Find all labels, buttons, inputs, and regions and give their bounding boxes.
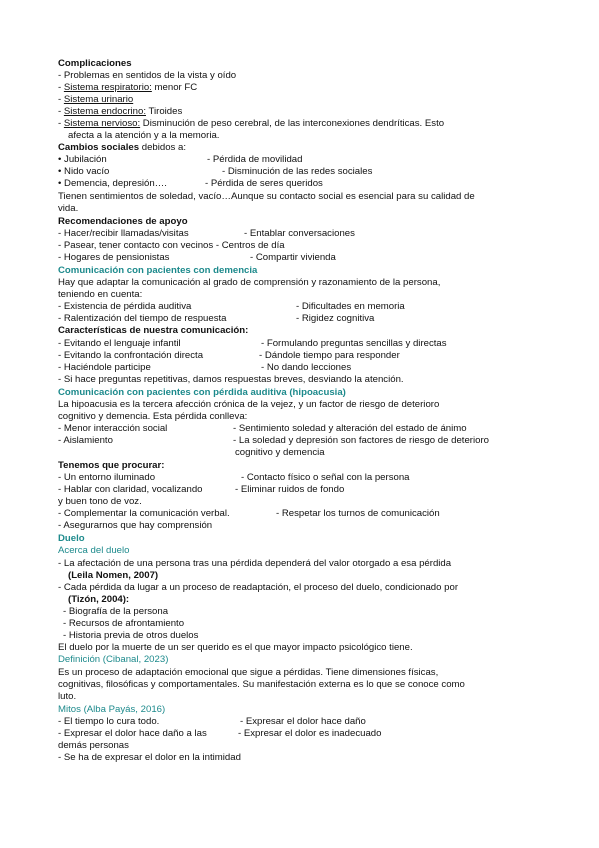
subheading-acerca-del-duelo: Acerca del duelo bbox=[58, 545, 130, 556]
list-item: - Respetar los turnos de comunicación bbox=[276, 508, 440, 519]
list-item: - Dándole tiempo para responder bbox=[259, 350, 400, 361]
list-item: - Aislamiento bbox=[58, 435, 113, 446]
paragraph: teniendo en cuenta: bbox=[58, 289, 143, 300]
paragraph: Es un proceso de adaptación emocional que sigue a pérdidas. Tiene dimensiones físicas, bbox=[58, 667, 439, 678]
heading-comunicacion-demencia: Comunicación con pacientes con demencia bbox=[58, 265, 258, 276]
list-item: - Expresar el dolor es inadecuado bbox=[238, 728, 382, 739]
list-item: - Pérdida de seres queridos bbox=[205, 178, 323, 189]
list-item: - Problemas en sentidos de la vista y oído bbox=[58, 70, 237, 81]
paragraph: cognitivas, filosóficas y comportamentales. Su manifestación externa es lo que se conoce como bbox=[58, 679, 465, 690]
list-item: - Disminución de las redes sociales bbox=[222, 166, 373, 177]
list-item: - Cada pérdida da lugar a un proceso de readaptación, el proceso del duelo, condicionado por bbox=[58, 582, 459, 593]
list-item-continuation: cognitivo y demencia bbox=[235, 447, 325, 458]
list-item: - Complementar la comunicación verbal. bbox=[58, 508, 230, 519]
list-item: - Dificultades en memoria bbox=[296, 301, 405, 312]
heading-recomendaciones: Recomendaciones de apoyo bbox=[58, 216, 188, 227]
subheading-caracteristicas: Características de nuestra comunicación: bbox=[58, 325, 249, 336]
list-item-continuation: afecta a la atención y a la memoria. bbox=[68, 130, 220, 141]
heading-cambios-sociales: Cambios sociales debidos a: bbox=[58, 142, 187, 153]
list-item: - Pasear, tener contacto con vecinos - Centros de día bbox=[58, 240, 285, 251]
subheading-tenemos-que-procurar: Tenemos que procurar: bbox=[58, 460, 165, 471]
list-item: - Expresar el dolor hace daño bbox=[240, 716, 366, 727]
paragraph: luto. bbox=[58, 691, 77, 702]
list-item: - Menor interacción social bbox=[58, 423, 168, 434]
paragraph: La hipoacusia es la tercera afección crónica de la vejez, y un factor de riesgo de deterioro bbox=[58, 399, 440, 410]
list-item: • Jubilación bbox=[58, 154, 107, 165]
heading-duelo: Duelo bbox=[58, 533, 85, 544]
list-item: - Sistema nervioso: Disminución de peso cerebral, de las interconexiones dendríticas. Esto bbox=[58, 118, 445, 129]
citation: (Leila Nomen, 2007) bbox=[68, 570, 159, 581]
list-item: - Eliminar ruidos de fondo bbox=[235, 484, 345, 495]
subheading-definicion: Definición (Cibanal, 2023) bbox=[58, 654, 169, 665]
list-item: - Se ha de expresar el dolor en la intimidad bbox=[58, 752, 241, 763]
list-item: - Rigidez cognitiva bbox=[296, 313, 375, 324]
list-item: - No dando lecciones bbox=[261, 362, 352, 373]
list-item: - Biografía de la persona bbox=[63, 606, 169, 617]
list-item: • Demencia, depresión…. bbox=[58, 178, 167, 189]
list-item: - Entablar conversaciones bbox=[244, 228, 355, 239]
list-item: - Evitando la confrontación directa bbox=[58, 350, 204, 361]
list-item: - La soledad y depresión son factores de riesgo de deterioro bbox=[233, 435, 489, 446]
list-item: - Hacer/recibir llamadas/visitas bbox=[58, 228, 189, 239]
list-item-continuation: y buen tono de voz. bbox=[58, 496, 142, 507]
list-item: - Asegurarnos que hay comprensión bbox=[58, 520, 213, 531]
list-item: - Ralentización del tiempo de respuesta bbox=[58, 313, 227, 324]
list-item: • Nido vacío bbox=[58, 166, 110, 177]
list-item: - El tiempo lo cura todo. bbox=[58, 716, 160, 727]
list-item: - Compartir vivienda bbox=[250, 252, 336, 263]
list-item: - Si hace preguntas repetitivas, damos respuestas breves, desviando la atención. bbox=[58, 374, 404, 385]
paragraph: El duelo por la muerte de un ser querido es el que mayor impacto psicológico tiene. bbox=[58, 642, 413, 653]
list-item: - Sentimiento soledad y alteración del estado de ánimo bbox=[233, 423, 467, 434]
list-item: - Sistema endocrino: Tiroides bbox=[58, 106, 183, 117]
paragraph: Tienen sentimientos de soledad, vacío…Aunque su contacto social es esencial para su calidad de bbox=[58, 191, 475, 202]
heading-comunicacion-hipoacusia: Comunicación con pacientes con pérdida auditiva (hipoacusia) bbox=[58, 387, 346, 398]
list-item: - Hogares de pensionistas bbox=[58, 252, 170, 263]
list-item: - Sistema urinario bbox=[58, 94, 134, 105]
heading-complicaciones: Complicaciones bbox=[58, 58, 132, 69]
list-item: - Pérdida de movilidad bbox=[207, 154, 303, 165]
paragraph: Hay que adaptar la comunicación al grado de comprensión y razonamiento de la persona, bbox=[58, 277, 441, 288]
list-item: - Sistema respiratorio: menor FC bbox=[58, 82, 198, 93]
list-item-continuation: demás personas bbox=[58, 740, 129, 751]
list-item: - Hablar con claridad, vocalizando bbox=[58, 484, 203, 495]
list-item: - Contacto físico o señal con la persona bbox=[241, 472, 410, 483]
list-item: - Evitando el lenguaje infantil bbox=[58, 338, 181, 349]
list-item: - Existencia de pérdida auditiva bbox=[58, 301, 192, 312]
citation: (Tizón, 2004): bbox=[68, 594, 130, 605]
subheading-mitos: Mitos (Alba Payás, 2016) bbox=[58, 704, 166, 715]
paragraph: vida. bbox=[58, 203, 79, 214]
list-item: - La afectación de una persona tras una pérdida dependerá del valor otorgado a esa pérdida bbox=[58, 558, 452, 569]
list-item: - Recursos de afrontamiento bbox=[63, 618, 185, 629]
list-item: - Formulando preguntas sencillas y directas bbox=[261, 338, 447, 349]
list-item: - Expresar el dolor hace daño a las bbox=[58, 728, 207, 739]
list-item: - Historia previa de otros duelos bbox=[63, 630, 199, 641]
list-item: - Haciéndole participe bbox=[58, 362, 151, 373]
paragraph: cognitivo y demencia. Esta pérdida conlleva: bbox=[58, 411, 248, 422]
list-item: - Un entorno iluminado bbox=[58, 472, 156, 483]
